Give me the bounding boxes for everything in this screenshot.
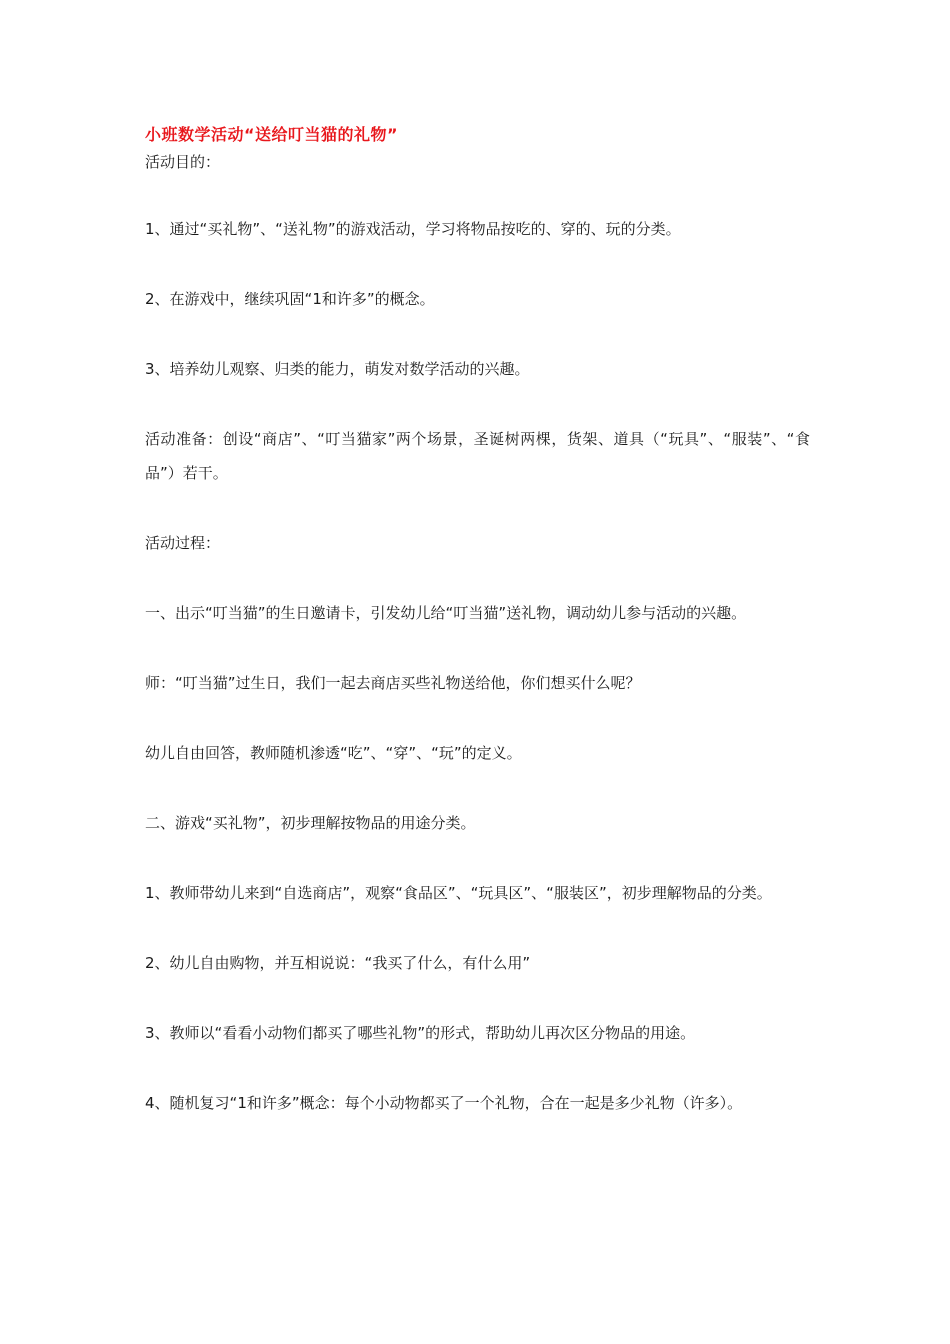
process-heading: 活动过程： [145, 534, 221, 552]
objective-item-2: 2、在游戏中，继续巩固“1和许多”的概念。 [145, 290, 435, 308]
substep-item-1: 1、教师带幼儿来到“自选商店”，观察“食品区”、“玩具区”、“服装区”，初步理解物品的分类。 [145, 884, 772, 902]
substep-item-4: 4、随机复习“1和许多”概念：每个小动物都买了一个礼物，合在一起是多少礼物（许多）。 [145, 1094, 743, 1112]
substep-item-2: 2、幼儿自由购物，并互相说说：“我买了什么，有什么用” [145, 954, 531, 972]
step-two: 二、游戏“买礼物”，初步理解按物品的用途分类。 [145, 814, 476, 832]
objective-item-1: 1、通过“买礼物”、“送礼物”的游戏活动，学习将物品按吃的、穿的、玩的分类。 [145, 220, 681, 238]
step-one: 一、出示“叮当猫”的生日邀请卡，引发幼儿给“叮当猫”送礼物，调动幼儿参与活动的兴趣。 [145, 604, 747, 622]
substep-item-3: 3、教师以“看看小动物们都买了哪些礼物”的形式，帮助幼儿再次区分物品的用途。 [145, 1024, 696, 1042]
preparation-paragraph: 活动准备：创设“商店”、“叮当猫家”两个场景，圣诞树两棵，货架、道具（“玩具”、“服装”、“食品”）若干。 [145, 430, 810, 482]
document-body [145, 122, 810, 1120]
objective-item-3: 3、培养幼儿观察、归类的能力，萌发对数学活动的兴趣。 [145, 360, 530, 378]
children-line: 幼儿自由回答，教师随机渗透“吃”、“穿”、“玩”的定义。 [145, 744, 522, 762]
objective-heading: 活动目的： [145, 153, 221, 171]
document-title: 小班数学活动“送给叮当猫的礼物” [145, 125, 399, 144]
teacher-line: 师：“叮当猫”过生日，我们一起去商店买些礼物送给他，你们想买什么呢？ [145, 674, 641, 692]
